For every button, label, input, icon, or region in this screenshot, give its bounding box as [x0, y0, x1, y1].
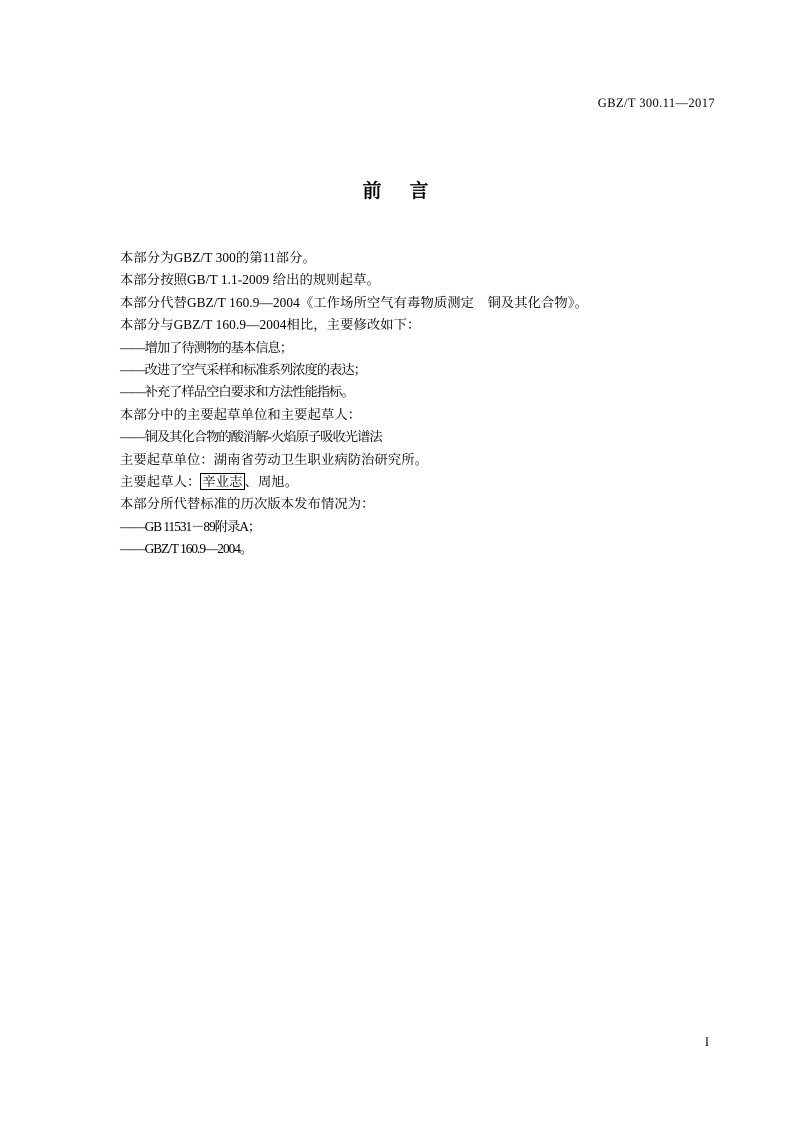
foreword-body: [120, 247, 700, 561]
body-line: ——增加了待测物的基本信息；: [120, 339, 293, 355]
body-line: 本部分中的主要起草单位和主要起草人：: [120, 406, 362, 422]
body-line: 本部分所代替标准的历次版本发布情况为：: [120, 496, 375, 512]
body-line: 主要起草单位：湖南省劳动卫生职业病防治研究所。: [120, 451, 429, 467]
page-title: [0, 176, 793, 203]
body-line: ——GB 11531－89附录A；: [120, 518, 261, 534]
page-title-part1: 前: [362, 181, 384, 202]
body-line: 本部分为GBZ/T 300的第11部分。: [120, 250, 316, 265]
body-line: ——铜及其化合物的酸消解-火焰原子吸收光谱法: [120, 429, 382, 445]
header-standard-code: GBZ/T 300.11—2017: [597, 96, 715, 110]
page-number: I: [704, 1035, 709, 1049]
body-line: 本部分按照GB/T 1.1-2009 给出的规则起草。: [120, 272, 380, 288]
drafter-boxed-name: 辛业志: [202, 474, 243, 490]
body-line: ——改进了空气采样和标准系列浓度的表达；: [120, 362, 366, 378]
drafter-prefix: 主要起草人：: [120, 474, 201, 490]
body-line: 本部分与GBZ/T 160.9—2004相比，主要修改如下：: [120, 317, 421, 333]
body-line: 本部分代替GBZ/T 160.9—2004《工作场所空气有毒物质测定 铜及其化合物》。: [120, 294, 588, 310]
body-line: ——GBZ/T 160.9—2004。: [120, 541, 253, 557]
page-title-part2: 言: [409, 181, 431, 202]
drafter-suffix: 、周旭。: [244, 474, 299, 490]
body-line: ——补充了样品空白要求和方法性能指标。: [120, 384, 354, 400]
drafter-person-line: [120, 471, 700, 493]
